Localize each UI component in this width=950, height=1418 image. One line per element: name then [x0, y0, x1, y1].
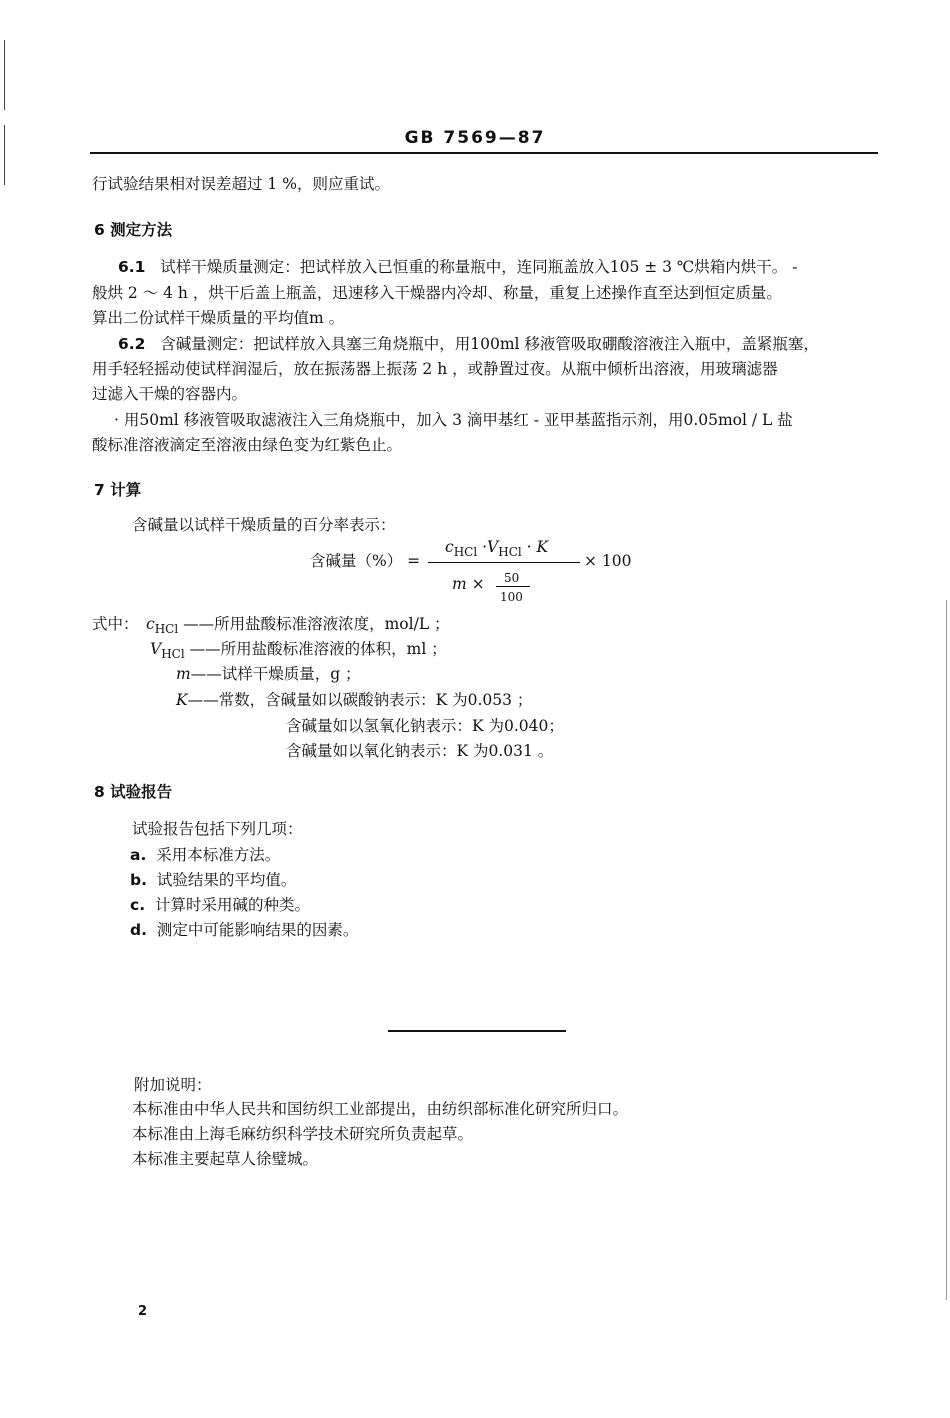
formula-den-100: 100: [500, 590, 523, 604]
clause-number: 6.2: [118, 335, 146, 353]
document-code: GB 7569—87: [404, 128, 546, 148]
clause-text: 含碱量测定：把试样放入具塞三角烧瓶中，用100ml 移液管吸取硼酸溶液注入瓶中，盖紧瓶塞，: [160, 335, 819, 353]
section-6-2-line-1: [118, 332, 819, 356]
formula-lhs: 含碱量（%） =: [310, 552, 421, 570]
section-8-heading: 8 试验报告: [94, 783, 173, 801]
section-6-1-line-3: 算出二份试样干燥质量的平均值m 。: [92, 309, 345, 327]
var-v: $V_{HCl}$ ——所用盐酸标准溶液的体积，ml ；: [150, 640, 447, 662]
appendix-line-3: 本标准主要起草人徐璧城。: [132, 1150, 319, 1168]
list-item: c. 计算时采用碱的种类。: [130, 896, 310, 914]
where-label: 式中：: [92, 615, 139, 633]
end-rule: [388, 1030, 566, 1032]
appendix-title: 附加说明：: [134, 1076, 212, 1094]
report-intro: 试验报告包括下列几项：: [132, 820, 303, 838]
header-rule: [90, 152, 878, 154]
section-6-2-line-5: 酸标准溶液滴定至溶液由绿色变为红紫色止。: [92, 436, 403, 454]
continued-text: 行试验结果相对误差超过 1 %，则应重试。: [92, 175, 390, 193]
section-6-2-line-3: 过滤入干燥的容器内。: [92, 385, 248, 403]
k-value-naoh: 含碱量如以氢氧化钠表示：K 为0.040；: [286, 717, 564, 735]
clause-text: 试样干燥质量测定：把试样放入已恒重的称量瓶中，连同瓶盖放入105 ± 3 ℃烘箱内烘干。 -: [160, 258, 798, 276]
list-item: b. 试验结果的平均值。: [130, 871, 297, 889]
k-value-na2o: 含碱量如以氧化钠表示：K 为0.031 。: [286, 742, 554, 760]
formula-den-50: 50: [504, 571, 520, 585]
calculation-intro: 含碱量以试样干燥质量的百分率表示：: [132, 516, 396, 534]
var-m: m——试样干燥质量，g ；: [176, 665, 361, 683]
page-number: 2: [138, 1304, 148, 1319]
appendix-line-2: 本标准由上海毛麻纺织科学技术研究所负责起草。: [132, 1125, 474, 1143]
clause-number: 6.1: [118, 258, 146, 276]
var-c: $c_{HCl}$ ——所用盐酸标准溶液浓度，mol/L ；: [146, 615, 450, 637]
var-k: K——常数，含碱量如以碳酸钠表示：K 为0.053 ；: [176, 691, 533, 709]
list-item: d. 测定中可能影响结果的因素。: [130, 921, 359, 939]
section-6-heading: 6 测定方法: [94, 221, 173, 239]
section-6-2-line-4: · 用50ml 移液管吸取滤液注入三角烧瓶中，加入 3 滴甲基红 - 亚甲基蓝指示剂，用0.05mol / L 盐: [114, 411, 793, 429]
section-6-1-line-2: 般烘 2 ～ 4 h ，烘干后盖上瓶盖，迅速移入干燥器内冷却、称量，重复上述操作直至达到恒定质量。: [92, 284, 782, 302]
margin-mark: [4, 40, 5, 110]
formula-numerator: $c_{HCl} \cdot V_{HCl} \cdot K$: [445, 538, 549, 560]
formula-times-100: × 100: [584, 552, 632, 570]
section-7-heading: 7 计算: [94, 481, 142, 499]
list-item: a. 采用本标准方法。: [130, 846, 281, 864]
scan-edge: [946, 600, 947, 1300]
section-6-2-line-2: 用手轻轻摇动使试样润湿后，放在振荡器上振荡 2 h ，或静置过夜。从瓶中倾析出溶液，用玻璃滤器: [92, 360, 778, 378]
fraction-bar: [428, 562, 580, 563]
appendix-line-1: 本标准由中华人民共和国纺织工业部提出，由纺织部标准化研究所归口。: [132, 1100, 629, 1118]
formula-denominator-m: m ×: [452, 575, 485, 593]
section-6-1-line-1: [118, 255, 797, 279]
